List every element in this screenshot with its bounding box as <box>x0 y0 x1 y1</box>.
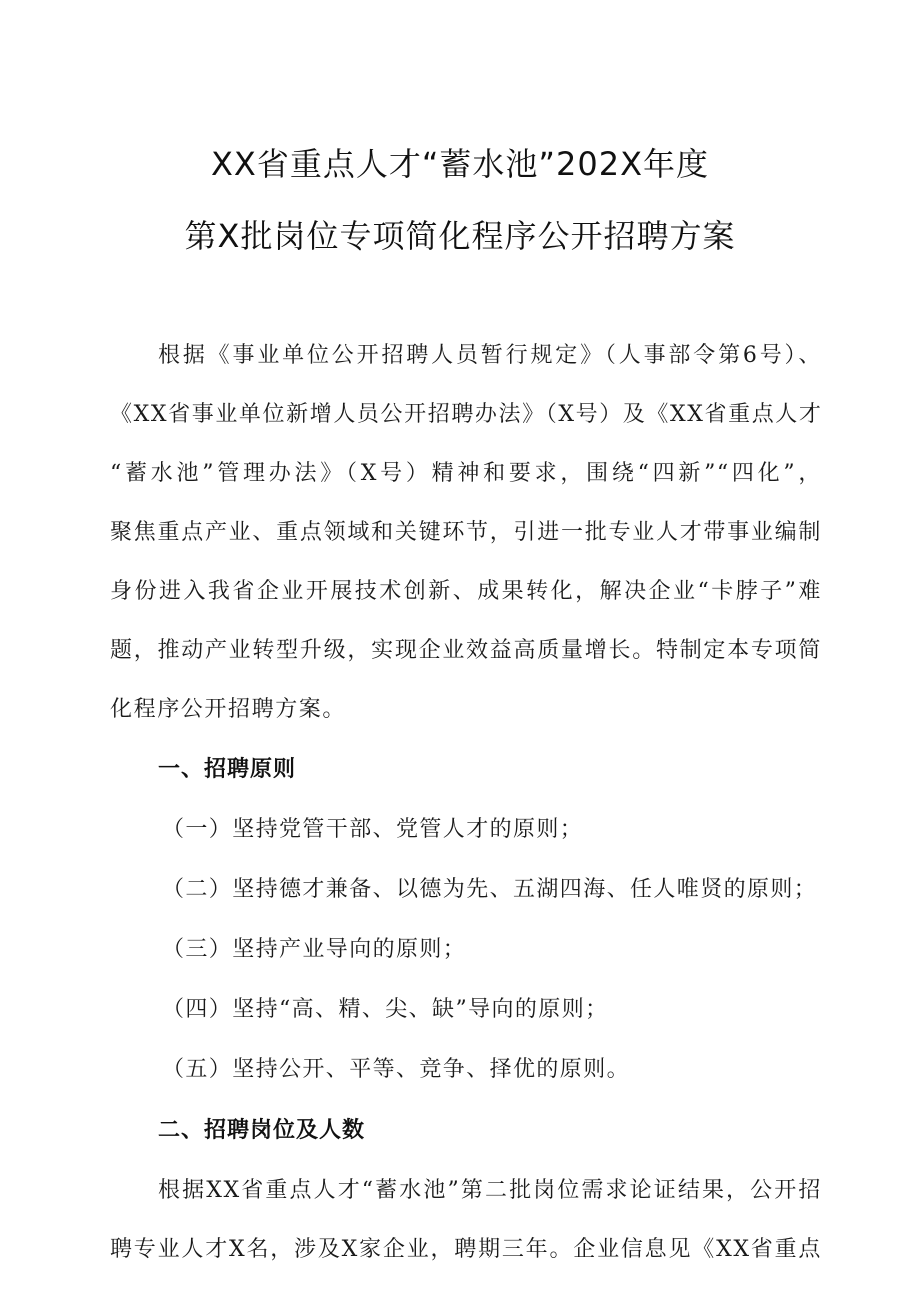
document-title-line-2: 第X批岗位专项简化程序公开招聘方案 <box>184 217 736 255</box>
positions-paragraph-line: 根据XX省重点人才“蓄水池”第二批岗位需求论证结果，公开招 <box>158 1178 822 1203</box>
document-title-line-1: XX省重点人才“蓄水池”202X年度 <box>210 145 709 183</box>
principle-item: （三）坚持产业导向的原则； <box>162 937 467 962</box>
intro-paragraph-line: 根据《事业单位公开招聘人员暂行规定》（人事部令第6号）、 <box>158 343 822 368</box>
intro-paragraph-line: “蓄水池”管理办法》（X号）精神和要求，围绕“四新”“四化”， <box>110 461 822 486</box>
section-heading-recruitment-principles: 一、招聘原则 <box>158 757 297 782</box>
principle-item: （五）坚持公开、平等、竞争、择优的原则。 <box>162 1057 631 1082</box>
intro-paragraph-line: 聚焦重点产业、重点领域和关键环节，引进一批专业人才带事业编制 <box>110 520 822 545</box>
positions-paragraph-line: 聘专业人才X名，涉及X家企业，聘期三年。企业信息见《XX省重点 <box>110 1237 822 1262</box>
principle-item: （二）坚持德才兼备、以德为先、五湖四海、任人唯贤的原则； <box>162 877 818 902</box>
intro-paragraph-line: 化程序公开招聘方案。 <box>110 697 347 722</box>
intro-paragraph-line: 《XX省事业单位新增人员公开招聘办法》（X号）及《XX省重点人才 <box>110 402 823 427</box>
intro-paragraph-line: 题，推动产业转型升级，实现企业效益高质量增长。特制定本专项简 <box>110 638 822 663</box>
section-heading-positions-and-headcount: 二、招聘岗位及人数 <box>158 1118 366 1143</box>
intro-paragraph-line: 身份进入我省企业开展技术创新、成果转化，解决企业“卡脖子”难 <box>110 579 822 604</box>
principle-item: （一）坚持党管干部、党管人才的原则； <box>162 817 584 842</box>
principle-item: （四）坚持“高、精、尖、缺”导向的原则； <box>162 997 609 1022</box>
